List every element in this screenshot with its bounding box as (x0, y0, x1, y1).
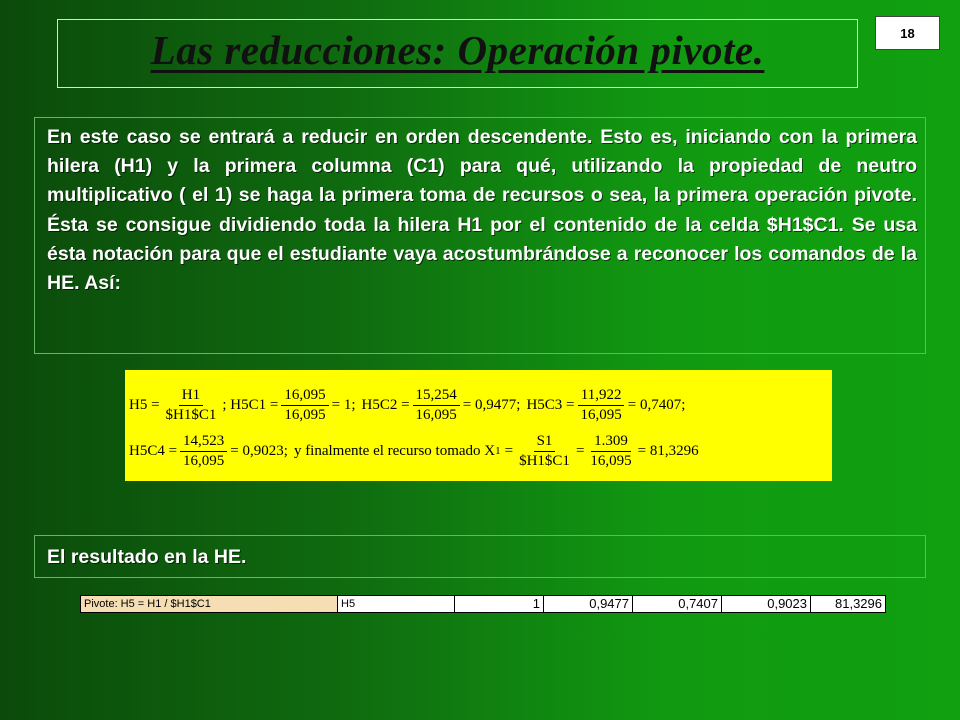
sheet-cell-c3[interactable]: 0,7407 (633, 596, 722, 612)
fraction-c3: $\frac{11,922}{16,095}$ (577, 387, 624, 424)
resource-text: y finalmente el recurso tomado X (293, 442, 496, 459)
h5-lhs: H5 = (129, 396, 160, 413)
c3-lhs: H5C3 = (526, 396, 575, 413)
intro-paragraph: En este caso se entrará a reducir en orden descendente. Esto es, iniciando con la primera hilera (H1) y la primera columna (C1) para qué, utilizando la propiedad de neutro multiplicativo ( el 1) se haga la primera toma de recursos o sea, la primera operación pivote. Ésta se consigue dividiendo toda la hilera H1 por el contenido de la celda $H1$C1. Se usa ésta notación para que el estudiante vaya acostumbrándose a reconocer los comandos de la HE. Así: (47, 126, 917, 295)
fraction-s1: $\frac{S1}{\$H1\$C1}$ (519, 432, 570, 469)
c1-result: = 1; (331, 396, 356, 413)
title-frame (57, 19, 858, 88)
sheet-cell-c4[interactable]: 0,9023 (722, 596, 811, 612)
c3-result: = 0,7407; (627, 396, 686, 413)
c4-result: = 0,9023; (230, 442, 288, 459)
c2-result: = 0,9477; (462, 396, 521, 413)
resource-subscript: 1 (495, 445, 501, 457)
spreadsheet-row (80, 595, 886, 613)
fraction-value: $\frac{1.309}{16,095}$ (590, 432, 632, 469)
c1-lhs: ; H5C1 = (222, 396, 279, 413)
formula-row-1 (129, 380, 685, 430)
resource-result: = 81,3296 (637, 442, 699, 459)
c4-lhs: H5C4 = (129, 442, 178, 459)
sheet-cell-row[interactable]: H5 (338, 596, 455, 612)
result-label: El resultado en la HE. (47, 546, 247, 568)
c2-lhs: H5C2 = (361, 396, 410, 413)
sheet-cell-resource[interactable]: 81,3296 (835, 596, 882, 611)
resource-eq-2: = (575, 442, 585, 459)
sheet-cell-c1[interactable]: 1 (455, 596, 544, 612)
fraction-h1: $\frac{H1}{\$H1\$C1}$ (165, 386, 217, 423)
result-box (34, 535, 926, 578)
slide-title: Las reducciones: Operación pivote. (150, 27, 765, 73)
fraction-c4: $\frac{14,523}{16,095}$ (180, 433, 227, 470)
intro-text-box (34, 117, 926, 354)
formula-row-2 (129, 426, 699, 476)
formula-box (125, 370, 832, 481)
fraction-c1: $\frac{16,095}{16,095}$ (281, 387, 328, 424)
page-number: 18 (875, 16, 940, 50)
resource-eq: = (504, 442, 514, 459)
fraction-c2: $\frac{15,254}{16,095}$ (413, 387, 460, 424)
sheet-cell-c2[interactable]: 0,9477 (544, 596, 633, 612)
sheet-cell-pivot[interactable]: Pivote: H5 = H1 / $H1$C1 (81, 596, 338, 612)
